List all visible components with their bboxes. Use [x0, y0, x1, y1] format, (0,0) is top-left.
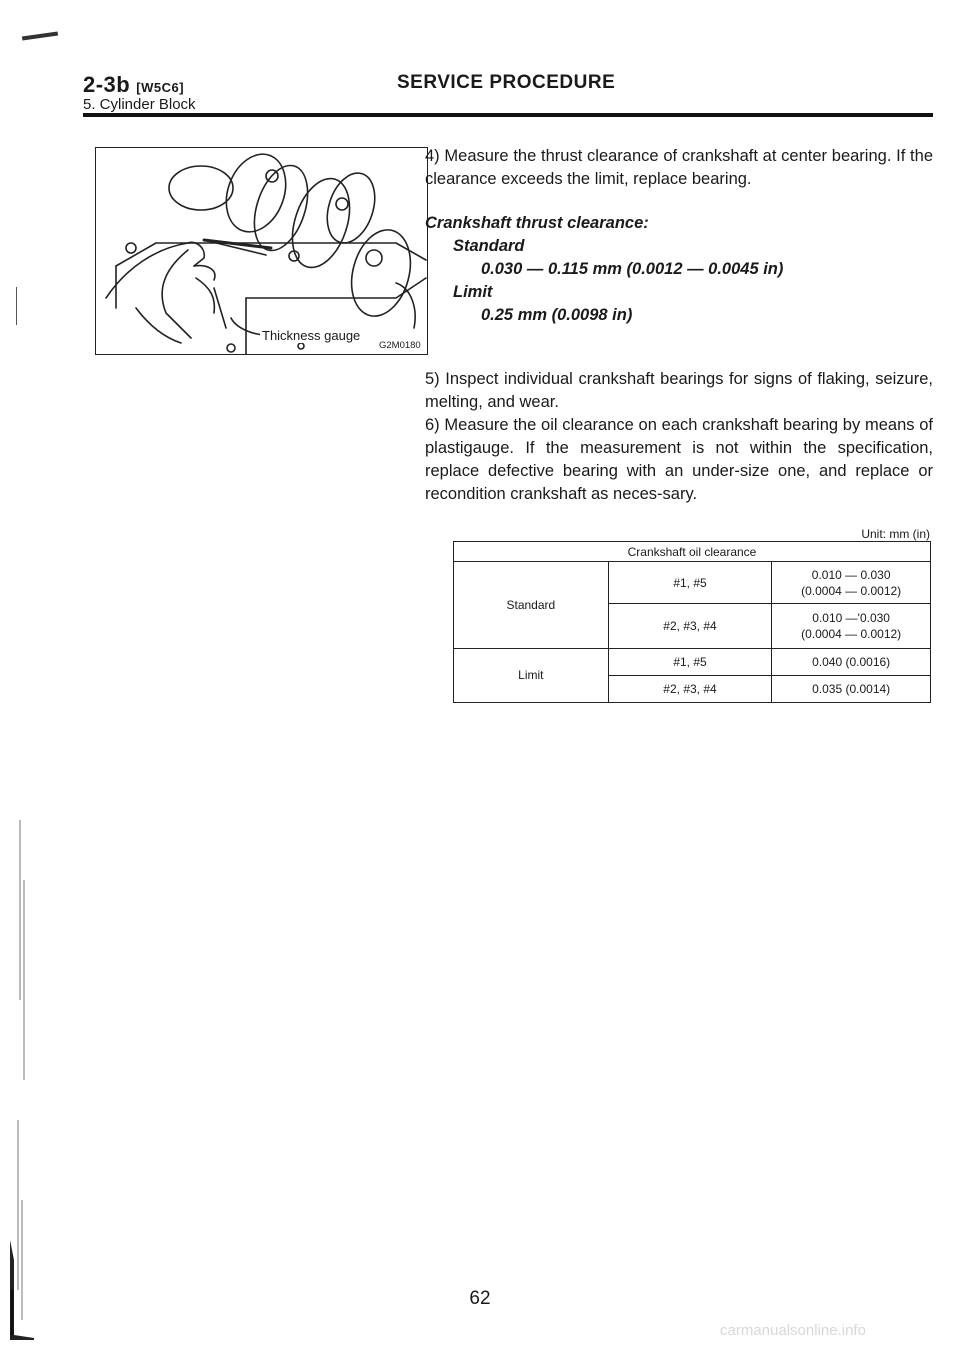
thrust-clearance-spec: [425, 212, 933, 327]
spec-limit-value: 0.25 mm (0.0098 in): [481, 306, 633, 324]
crankshaft-illustration: [96, 148, 427, 354]
step-4-text: 4) Measure the thrust clearance of crankshaft at center bearing. If the clearance exceeds the limit, replace bearing.: [425, 147, 933, 188]
section-number: 2-3b [W5C6]: [83, 72, 185, 97]
crankshaft-figure: [95, 147, 428, 355]
spec-title: Crankshaft thrust clearance:: [425, 214, 649, 232]
thickness-gauge-label: Thickness gauge: [262, 328, 361, 343]
table-cell-bearing: #2, #3, #4: [608, 675, 772, 702]
limit-row-label: Limit: [454, 648, 609, 702]
table-cell-value: 0.010 — 0.030 (0.0004 — 0.0012): [772, 562, 931, 604]
page-number: 62: [469, 1288, 491, 1309]
table-title: Crankshaft oil clearance: [454, 542, 931, 562]
section-code: [W5C6]: [136, 80, 185, 95]
table-cell-bearing: #1, #5: [608, 648, 772, 675]
scan-mark: [22, 32, 58, 41]
steps-5-6: [425, 368, 933, 506]
step-5-text: 5) Inspect individual crankshaft bearings for signs of flaking, seizure, melting, and wear.: [425, 370, 933, 411]
figure-code: G2M0180: [379, 340, 421, 351]
scan-mark: [16, 287, 17, 325]
table-unit: Unit: mm (in): [861, 527, 930, 541]
table-cell-value: 0.010 —'0.030 (0.0004 — 0.0012): [772, 604, 931, 648]
standard-row-label: Standard: [454, 562, 609, 649]
spec-standard-label: Standard: [453, 237, 525, 255]
footer-watermark: carmanualsonline.info: [720, 1322, 866, 1339]
table-cell-bearing: #2, #3, #4: [608, 604, 772, 648]
table-cell-value: 0.040 (0.0016): [772, 648, 931, 675]
spec-standard-value: 0.030 — 0.115 mm (0.0012 — 0.0045 in): [481, 260, 784, 278]
oil-clearance-table: [453, 541, 931, 703]
scan-edge-artifact: [8, 820, 34, 1340]
spec-limit-label: Limit: [453, 283, 493, 301]
table-cell-bearing: #1, #5: [608, 562, 772, 604]
header-rule: [83, 113, 933, 117]
table-cell-value: 0.035 (0.0014): [772, 675, 931, 702]
page-title: SERVICE PROCEDURE: [397, 72, 616, 93]
step-6-text: 6) Measure the oil clearance on each crankshaft bearing by means of plastigauge. If the measurement is not within the specification, replace defective bearing with an under-size one, and replace or recondition crankshaft as neces-sary.: [425, 416, 933, 503]
subsection-title: 5. Cylinder Block: [83, 96, 196, 113]
